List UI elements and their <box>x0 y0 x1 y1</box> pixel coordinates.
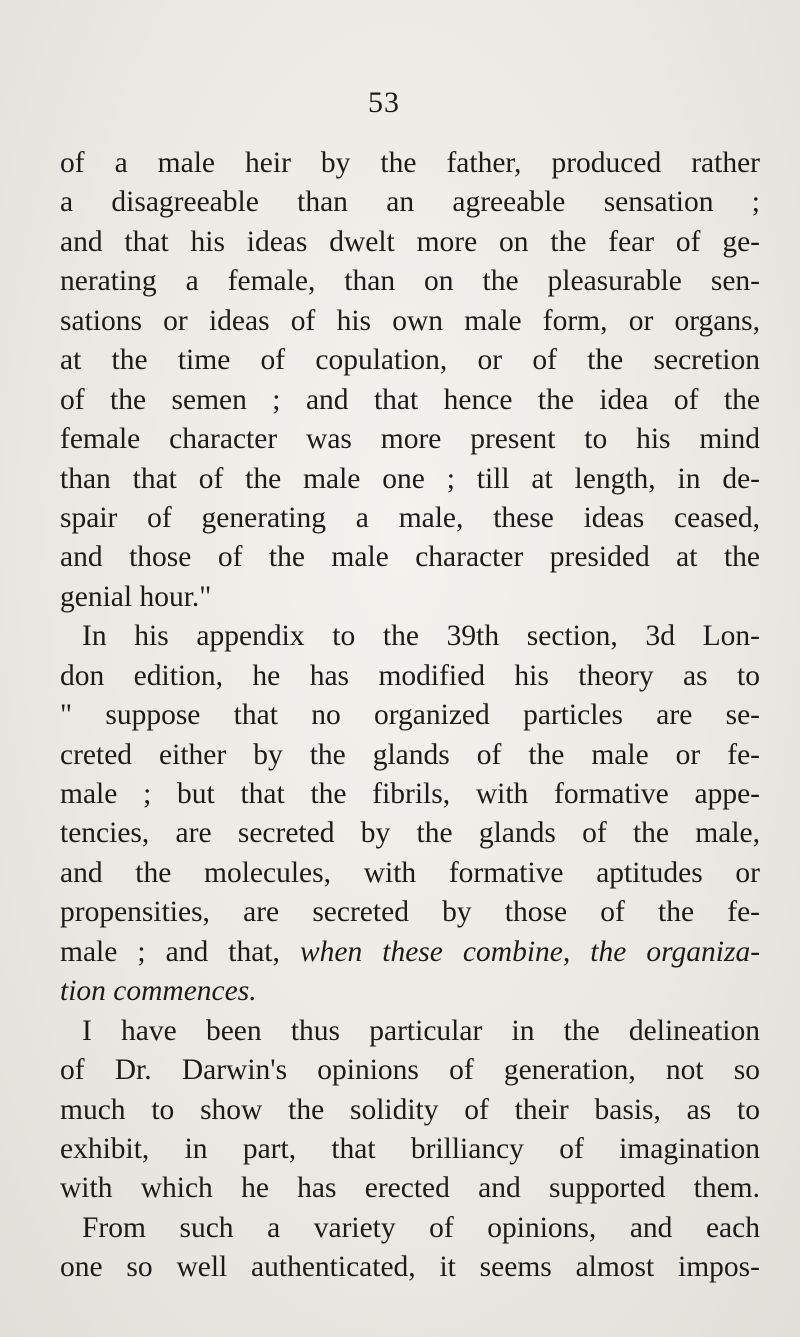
text-line: and those of the male character presided at the <box>60 541 760 574</box>
text-line <box>60 972 760 1011</box>
paragraph-start-line: In his appendix to the 39th section, 3d Lon- <box>82 620 760 653</box>
text-line: creted either by the glands of the male or fe- <box>60 738 760 771</box>
text-line: of a male heir by the father, produced rather <box>60 147 760 179</box>
text-line: at the time of copulation, or of the secretion <box>60 344 760 377</box>
text-line: propensities, are secreted by those of the fe- <box>60 896 760 929</box>
text-line: with which he has erected and supported them. <box>60 1172 760 1205</box>
paragraph-start-line: I have been thus particular in the delineation <box>82 1014 760 1047</box>
text-line: of Dr. Darwin's opinions of generation, not so <box>60 1054 760 1087</box>
page-number: 53 <box>368 86 400 119</box>
text-line: " suppose that no organized particles are se- <box>60 699 760 732</box>
italic-segment: tion commences. <box>60 975 257 1008</box>
text-line: nerating a female, than on the pleasurable sen- <box>60 265 760 298</box>
text-line: tencies, are secreted by the glands of the male, <box>60 817 760 850</box>
text-line: and the molecules, with formative aptitudes or <box>60 856 760 889</box>
text-line: male ; but that the fibrils, with formative appe- <box>60 778 760 810</box>
text-line: one so well authenticated, it seems almost impos- <box>60 1251 760 1284</box>
text-line: much to show the solidity of their basis, as to <box>60 1093 760 1126</box>
paragraph-start-line: From such a variety of opinions, and each <box>82 1211 760 1244</box>
text-line: spair of generating a male, these ideas ceased, <box>60 501 760 534</box>
text-line: of the semen ; and that hence the idea of the <box>60 383 760 416</box>
text-line: don edition, he has modified his theory as to <box>60 659 760 692</box>
text-line: female character was more present to his mind <box>60 423 760 456</box>
text-line: exhibit, in part, that brilliancy of imagination <box>60 1132 760 1165</box>
text-line: and that his ideas dwelt more on the fear of ge- <box>60 225 760 258</box>
text-line: than that of the male one ; till at length, in de- <box>60 462 760 495</box>
text-line <box>60 933 760 972</box>
text-line: sations or ideas of his own male form, or organs, <box>60 304 760 337</box>
italic-segment: when these combine, the organiza- <box>299 935 761 968</box>
text-line: genial hour." <box>60 580 212 613</box>
text-segment: male ; and that, <box>60 935 280 968</box>
text-line: a disagreeable than an agreeable sensation ; <box>60 186 760 219</box>
body-text <box>60 144 760 1288</box>
